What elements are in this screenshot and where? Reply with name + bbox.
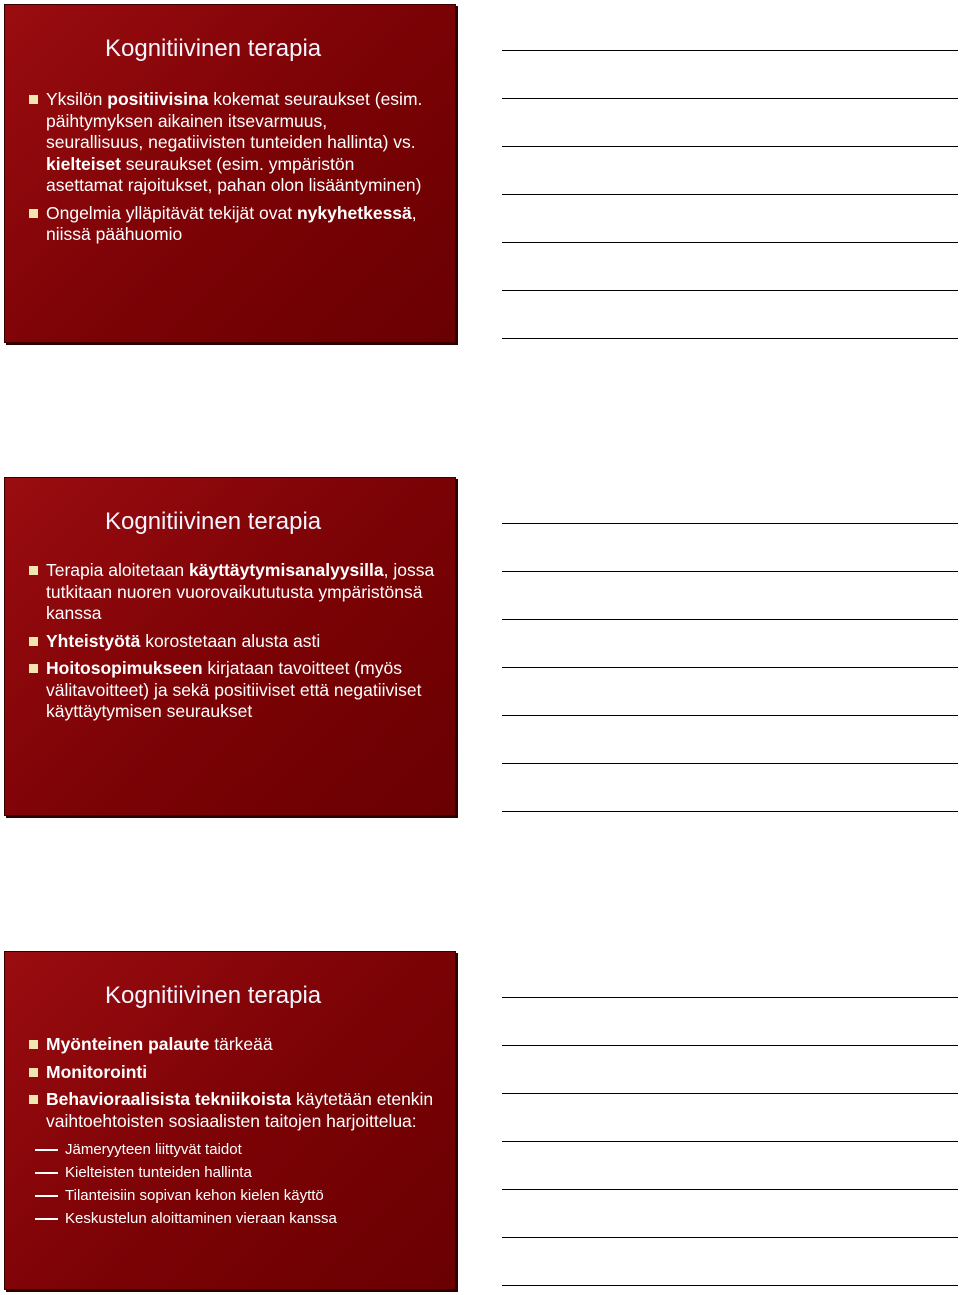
note-line [502,242,958,243]
slide-content [29,560,439,729]
bullet-text: , jossa tutkitaan nuoren vuorovaikututusta ympäristönsä kanssa [46,560,435,623]
note-line [502,1237,958,1238]
slide-title: Kognitiivinen terapia [105,508,322,535]
bullet-item [29,560,439,625]
note-line [502,1045,958,1046]
note-line [502,1141,958,1142]
sub-bullet-item: Kielteisten tunteiden hallinta [29,1161,439,1184]
sub-bullet-item: Tilanteisiin sopivan kehon kielen käyttö [29,1184,439,1207]
note-line [502,338,958,339]
note-line [502,1285,958,1286]
bullet-item [29,658,439,723]
note-line [502,763,958,764]
note-line [502,1093,958,1094]
bullet-bold-text: kielteiset [46,153,121,174]
bullet-bold-text: Myönteinen palaute [46,1034,210,1054]
note-line [502,146,958,147]
note-line [502,667,958,668]
bullet-bold-text: Yhteistyötä [46,630,141,651]
slide-3 [4,951,456,1290]
bullet-bold-text: Monitorointi [46,1061,148,1082]
note-line [502,50,958,51]
note-line [502,571,958,572]
bullet-text: käytetään etenkin vaihtoehtoisten sosiaalisten taitojen harjoittelua: [46,1089,434,1131]
bullet-item [29,89,429,197]
bullet-text: seuraukset (esim. ympäristön asettamat rajoitukset, pahan olon lisääntyminen) [46,153,422,195]
slide-content [29,1034,439,1230]
bullet-text: Yksilön [46,89,108,109]
note-line [502,194,958,195]
note-line [502,811,958,812]
note-line [502,997,958,998]
bullet-text: kirjataan tavoitteet (myös välitavoitteet) ja sekä positiiviset että negatiiviset käyttäytymisen seuraukset [46,658,422,721]
bullet-text: korostetaan alusta asti [140,630,321,651]
note-line [502,1189,958,1190]
note-line [502,98,958,99]
note-line [502,715,958,716]
bullet-bold-text: Behavioraalisista tekniikoista [46,1089,292,1109]
bullet-item [29,1089,439,1132]
bullet-item [29,203,429,246]
note-line [502,290,958,291]
sub-bullet-item: Jämeryyteen liittyvät taidot [29,1138,439,1161]
bullet-item [29,631,439,653]
bullet-bold-text: Hoitosopimukseen [46,658,203,678]
bullet-text: , niissä päähuomio [46,202,417,244]
sub-bullet-item: Keskustelun aloittaminen vieraan kanssa [29,1207,439,1230]
bullet-bold-text: positiivisina [107,89,209,109]
bullet-bold-text: käyttäytymisanalyysilla [189,560,384,580]
slide-content [29,89,429,252]
bullet-bold-text: nykyhetkessä [296,202,412,223]
slide-title: Kognitiivinen terapia [105,982,322,1009]
note-line [502,523,958,524]
slide-title: Kognitiivinen terapia [105,35,322,62]
slide-2 [4,477,456,816]
bullet-text: Ongelmia ylläpitävät tekijät ovat [46,202,297,223]
bullet-item [29,1034,439,1056]
bullet-text: tärkeää [209,1034,273,1054]
note-line [502,619,958,620]
bullet-text: Terapia aloitetaan [46,560,190,580]
bullet-text: kokemat seuraukset (esim. päihtymyksen aikainen itsevarmuus, seurallisuus, negatiivisten tunteiden hallinta) vs. [46,89,423,152]
slide-1 [4,4,456,343]
bullet-item [29,1062,439,1084]
